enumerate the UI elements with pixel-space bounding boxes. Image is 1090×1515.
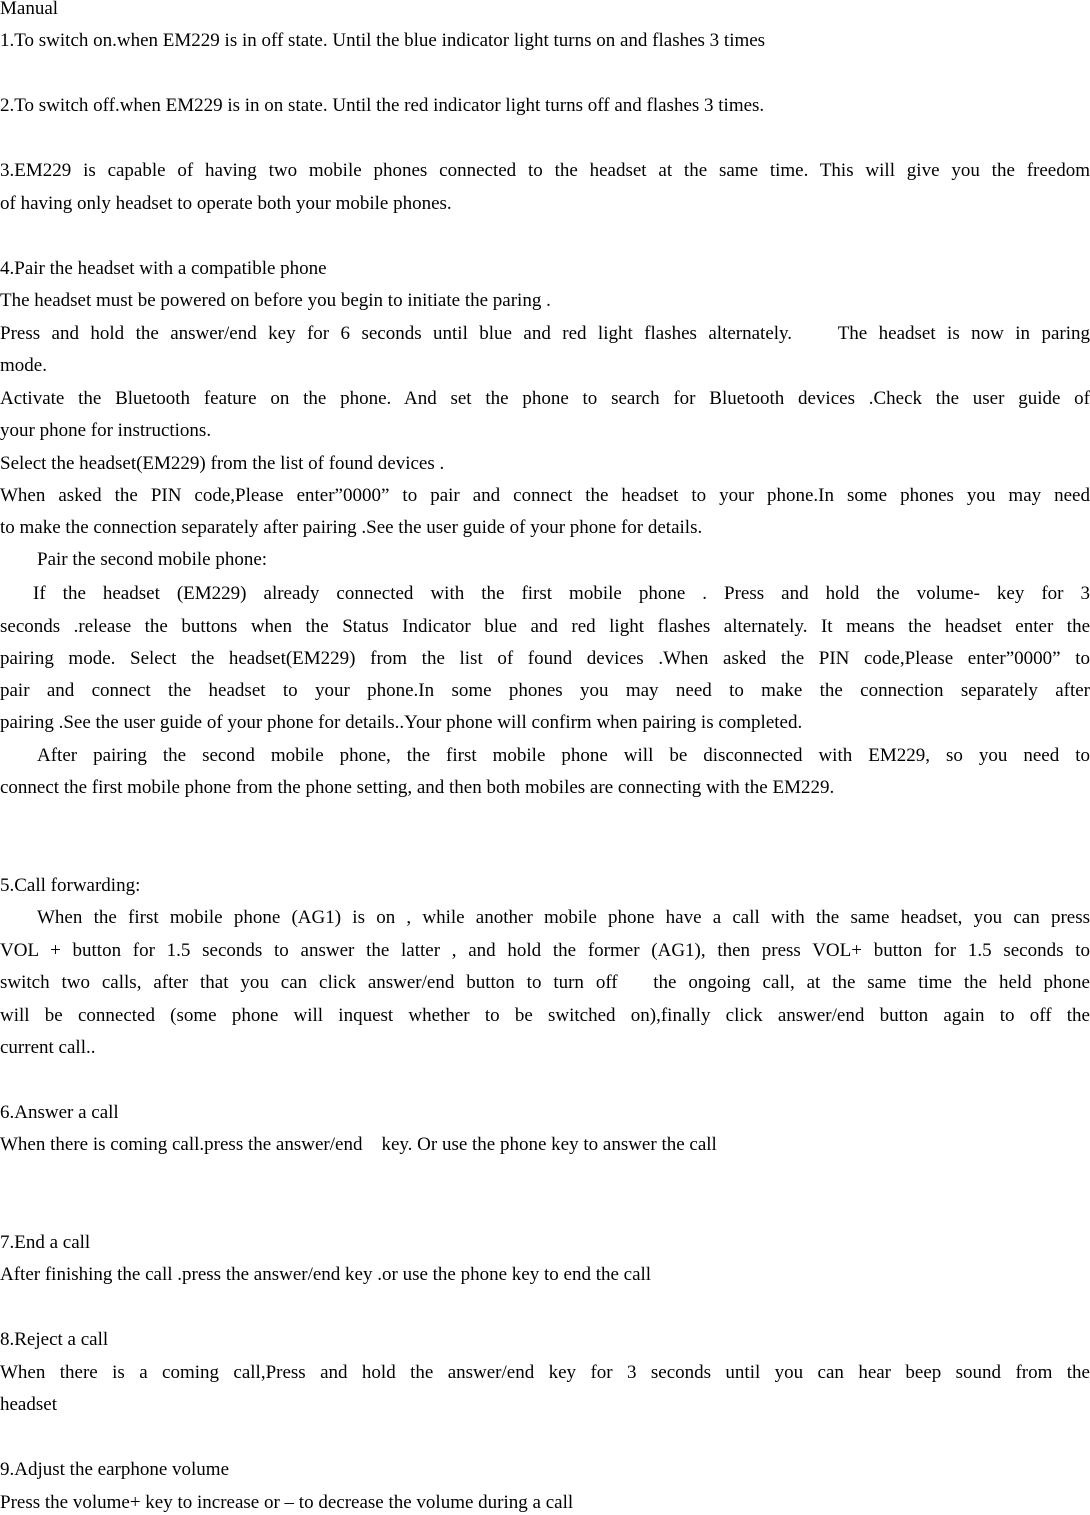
section-7-heading: 7.End a call xyxy=(0,1232,91,1253)
section-9-line: Press the volume+ key to increase or – to decrease the volume during a call xyxy=(0,1492,574,1513)
section-6-heading: 6.Answer a call xyxy=(0,1102,119,1123)
section-4-line: connect the first mobile phone from the phone setting, and then both mobiles are connecting with the EM229. xyxy=(0,777,835,798)
section-3-line: 3.EM229 is capable of having two mobile phones connected to the headset at the same time. This will give you the freedom xyxy=(0,160,1090,181)
section-7-line: After finishing the call .press the answer/end key .or use the phone key to end the call xyxy=(0,1264,652,1285)
section-4-line: pair and connect the headset to your phone.In some phones you may need to make the connection separately after xyxy=(0,680,1090,701)
section-4-line: Activate the Bluetooth feature on the phone. And set the phone to search for Bluetooth devices .Check the user guide of xyxy=(0,388,1090,409)
section-3-line: of having only headset to operate both your mobile phones. xyxy=(0,193,452,214)
section-4-line: pairing mode. Select the headset(EM229) from the list of found devices .When asked the PIN code,Please enter”0000” to xyxy=(0,648,1090,669)
section-1-text: 1.To switch on.when EM229 is in off state. Until the blue indicator light turns on and flashes 3 times xyxy=(0,30,766,51)
section-4-heading: 4.Pair the headset with a compatible phone xyxy=(0,258,327,279)
section-2-text: 2.To switch off.when EM229 is in on state. Until the red indicator light turns off and flashes 3 times. xyxy=(0,95,765,116)
section-5-line: will be connected (some phone will inquest whether to be switched on),finally click answer/end button again to off the xyxy=(0,1005,1090,1026)
section-4-line: If the headset (EM229) already connected with the first mobile phone . Press and hold the volume- key for 3 xyxy=(33,583,1090,604)
section-9-heading: 9.Adjust the earphone volume xyxy=(0,1459,230,1480)
section-4-line: pairing .See the user guide of your phone for details..Your phone will confirm when pairing is completed. xyxy=(0,712,803,733)
section-4-line: your phone for instructions. xyxy=(0,420,212,441)
section-5-line: current call.. xyxy=(0,1037,96,1058)
section-4-line: After pairing the second mobile phone, the first mobile phone will be disconnected with EM229, so you need to xyxy=(37,745,1090,766)
section-5-heading: 5.Call forwarding: xyxy=(0,875,141,896)
section-4-line: When asked the PIN code,Please enter”0000” to pair and connect the headset to your phone.In some phones you may need xyxy=(0,485,1090,506)
section-8-heading: 8.Reject a call xyxy=(0,1329,109,1350)
section-5-line: When the first mobile phone (AG1) is on , while another mobile phone have a call with the same headset, you can press xyxy=(37,907,1090,928)
section-8-line: When there is a coming call,Press and hold the answer/end key for 3 seconds until you can hear beep sound from the xyxy=(0,1362,1090,1383)
section-4-line: to make the connection separately after pairing .See the user guide of your phone for details. xyxy=(0,517,703,538)
section-8-line: headset xyxy=(0,1394,57,1415)
section-4-line: The headset must be powered on before you begin to initiate the paring . xyxy=(0,290,551,311)
section-5-line: switch two calls, after that you can click answer/end button to turn off the ongoing call, at the same time the held phone xyxy=(0,972,1090,993)
section-4-line: Press and hold the answer/end key for 6 seconds until blue and red light flashes alternately. The headset is now in paring xyxy=(0,323,1090,344)
document-title: Manual xyxy=(0,0,59,19)
section-4-line: seconds .release the buttons when the Status Indicator blue and red light flashes alternately. It means the headset enter the xyxy=(0,616,1090,637)
section-4-line: mode. xyxy=(0,355,47,376)
section-5-line: VOL + button for 1.5 seconds to answer the latter , and hold the former (AG1), then press VOL+ button for 1.5 seconds to xyxy=(0,940,1090,961)
section-6-line: When there is coming call.press the answer/end key. Or use the phone key to answer the call xyxy=(0,1134,717,1155)
second-phone-subheading: Pair the second mobile phone: xyxy=(37,549,268,570)
section-4-line: Select the headset(EM229) from the list of found devices . xyxy=(0,453,445,474)
